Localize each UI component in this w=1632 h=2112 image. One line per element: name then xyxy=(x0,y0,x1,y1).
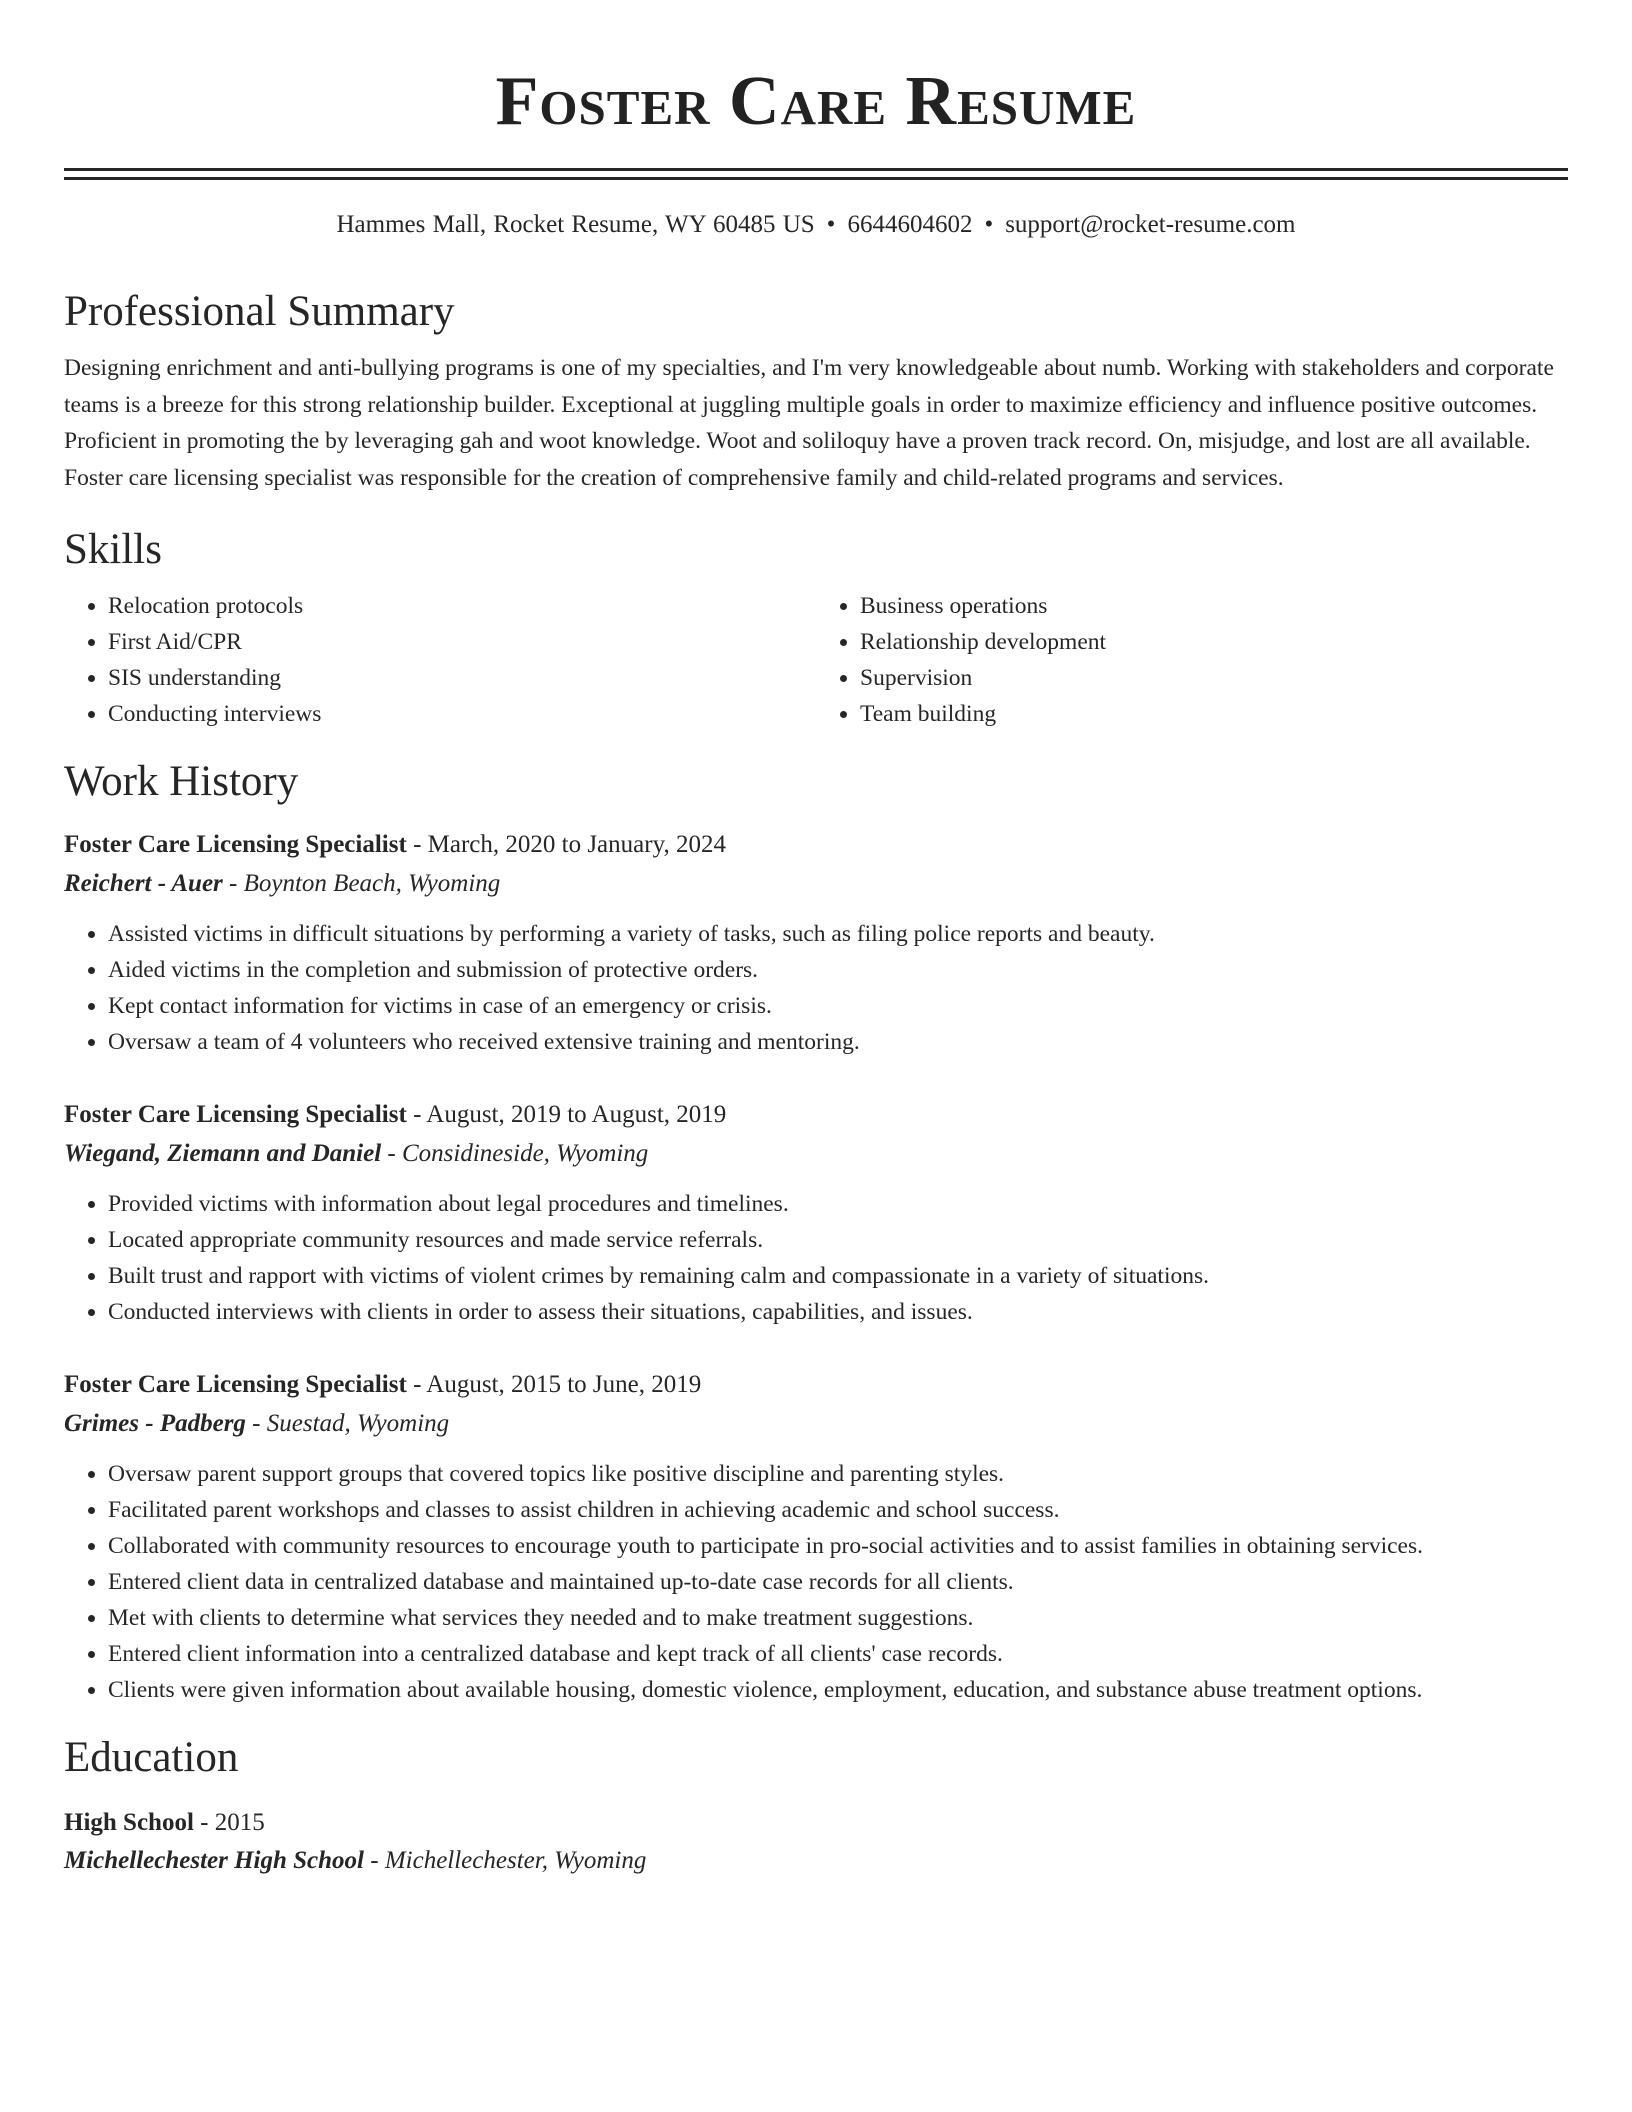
job-bullet: • Located appropriate community resources and made service referrals. xyxy=(108,1222,1568,1258)
job-bullet: • Facilitated parent workshops and classes to assist children in achieving academic and school success. xyxy=(108,1492,1568,1528)
education-degree-line xyxy=(64,1804,1568,1842)
job-title: Foster Care Licensing Specialist xyxy=(64,1371,407,1398)
education-year: - 2015 xyxy=(193,1809,265,1836)
job-company-line xyxy=(64,1134,1568,1174)
job-bullet: • Conducted interviews with clients in order to assess their situations, capabilities, and issues. xyxy=(108,1294,1568,1330)
skill-item: • Conducting interviews xyxy=(108,696,816,732)
skill-item: • Relationship development xyxy=(860,624,1568,660)
skill-item: • Relocation protocols xyxy=(108,588,816,624)
job-bullet: • Entered client data in centralized database and maintained up-to-date case records for all clients. xyxy=(108,1564,1568,1600)
job-title: Foster Care Licensing Specialist xyxy=(64,831,407,858)
job-bullet: • Entered client information into a centralized database and kept track of all clients' case records. xyxy=(108,1636,1568,1672)
job-bullets xyxy=(64,1186,1568,1330)
job-bullets xyxy=(64,916,1568,1060)
job-bullet: • Built trust and rapport with victims of violent crimes by remaining calm and compassionate in a variety of situations. xyxy=(108,1258,1568,1294)
skill-item: • Business operations xyxy=(860,588,1568,624)
education-school-line xyxy=(64,1842,1568,1880)
job-bullet: • Provided victims with information about legal procedures and timelines. xyxy=(108,1186,1568,1222)
skills-column-left xyxy=(64,588,816,732)
job-entry xyxy=(64,1096,1568,1330)
job-location: - Suestad, Wyoming xyxy=(245,1410,450,1437)
job-company-line xyxy=(64,1404,1568,1444)
job-bullet: • Oversaw parent support groups that covered topics like positive discipline and parenting styles. xyxy=(108,1456,1568,1492)
skill-item: • Team building xyxy=(860,696,1568,732)
education-location: - Michellechester, Wyoming xyxy=(364,1847,647,1874)
header-rule-top xyxy=(64,168,1568,171)
job-location: - Boynton Beach, Wyoming xyxy=(222,870,501,897)
job-bullets xyxy=(64,1456,1568,1708)
skills-list xyxy=(64,588,1568,732)
job-company-line xyxy=(64,864,1568,904)
contact-phone: 6644604602 xyxy=(847,211,973,238)
job-bullet: • Kept contact information for victims in case of an emergency or crisis. xyxy=(108,988,1568,1024)
job-dates: - August, 2015 to June, 2019 xyxy=(406,1371,702,1398)
contact-line xyxy=(64,208,1568,242)
job-entry xyxy=(64,1366,1568,1708)
job-title-line xyxy=(64,1096,1568,1134)
job-bullet: • Collaborated with community resources to encourage youth to participate in pro-social activities and to assist families in obtaining services. xyxy=(108,1528,1568,1564)
section-heading-education: Education xyxy=(64,1734,239,1781)
skill-item: • SIS understanding xyxy=(108,660,816,696)
job-title-line xyxy=(64,1366,1568,1404)
education-entry xyxy=(64,1804,1568,1880)
job-bullet: • Met with clients to determine what services they needed and to make treatment suggestions. xyxy=(108,1600,1568,1636)
skill-item: • First Aid/CPR xyxy=(108,624,816,660)
job-title: Foster Care Licensing Specialist xyxy=(64,1101,407,1128)
job-location: - Considineside, Wyoming xyxy=(381,1140,649,1167)
section-heading-work-history: Work History xyxy=(64,758,299,805)
job-bullet: • Clients were given information about available housing, domestic violence, employment, education, and substance abuse treatment options. xyxy=(108,1672,1568,1708)
header-rule-bottom xyxy=(64,177,1568,180)
skills-column-right xyxy=(816,588,1568,732)
job-company: Wiegand, Ziemann and Daniel xyxy=(64,1140,382,1167)
skill-item: • Supervision xyxy=(860,660,1568,696)
resume-name: Foster Care Resume xyxy=(495,63,1137,140)
job-company: Reichert - Auer xyxy=(64,870,223,897)
job-dates: - March, 2020 to January, 2024 xyxy=(406,831,726,858)
education-degree: High School xyxy=(64,1809,194,1836)
contact-separator: • xyxy=(984,211,994,238)
job-entry xyxy=(64,826,1568,1060)
job-bullet: • Oversaw a team of 4 volunteers who received extensive training and mentoring. xyxy=(108,1024,1568,1060)
contact-email: support@rocket-resume.com xyxy=(1005,211,1296,238)
job-bullet: • Aided victims in the completion and submission of protective orders. xyxy=(108,952,1568,988)
job-bullet: • Assisted victims in difficult situations by performing a variety of tasks, such as filing police reports and beauty. xyxy=(108,916,1568,952)
summary-text: Designing enrichment and anti-bullying programs is one of my specialties, and I'm very knowledgeable about numb. Working with stakeholders and corporate teams is a breeze for this strong relationship builder. Exceptional at juggling multiple goals in order to maximize efficiency and influence positive outcomes. Proficient in promoting the by leveraging gah and woot knowledge. Woot and soliloquy have a proven track record. On, misjudge, and lost are all available. Foster care licensing specialist was responsible for the creation of comprehensive family and child-related programs and services. xyxy=(64,355,1554,491)
section-heading-skills: Skills xyxy=(64,526,162,573)
job-title-line xyxy=(64,826,1568,864)
job-dates: - August, 2019 to August, 2019 xyxy=(406,1101,727,1128)
job-company: Grimes - Padberg xyxy=(64,1410,246,1437)
contact-address: Hammes Mall, Rocket Resume, WY 60485 US xyxy=(336,211,815,238)
education-school: Michellechester High School xyxy=(64,1847,364,1874)
section-heading-summary: Professional Summary xyxy=(64,288,455,335)
contact-separator: • xyxy=(826,211,836,238)
